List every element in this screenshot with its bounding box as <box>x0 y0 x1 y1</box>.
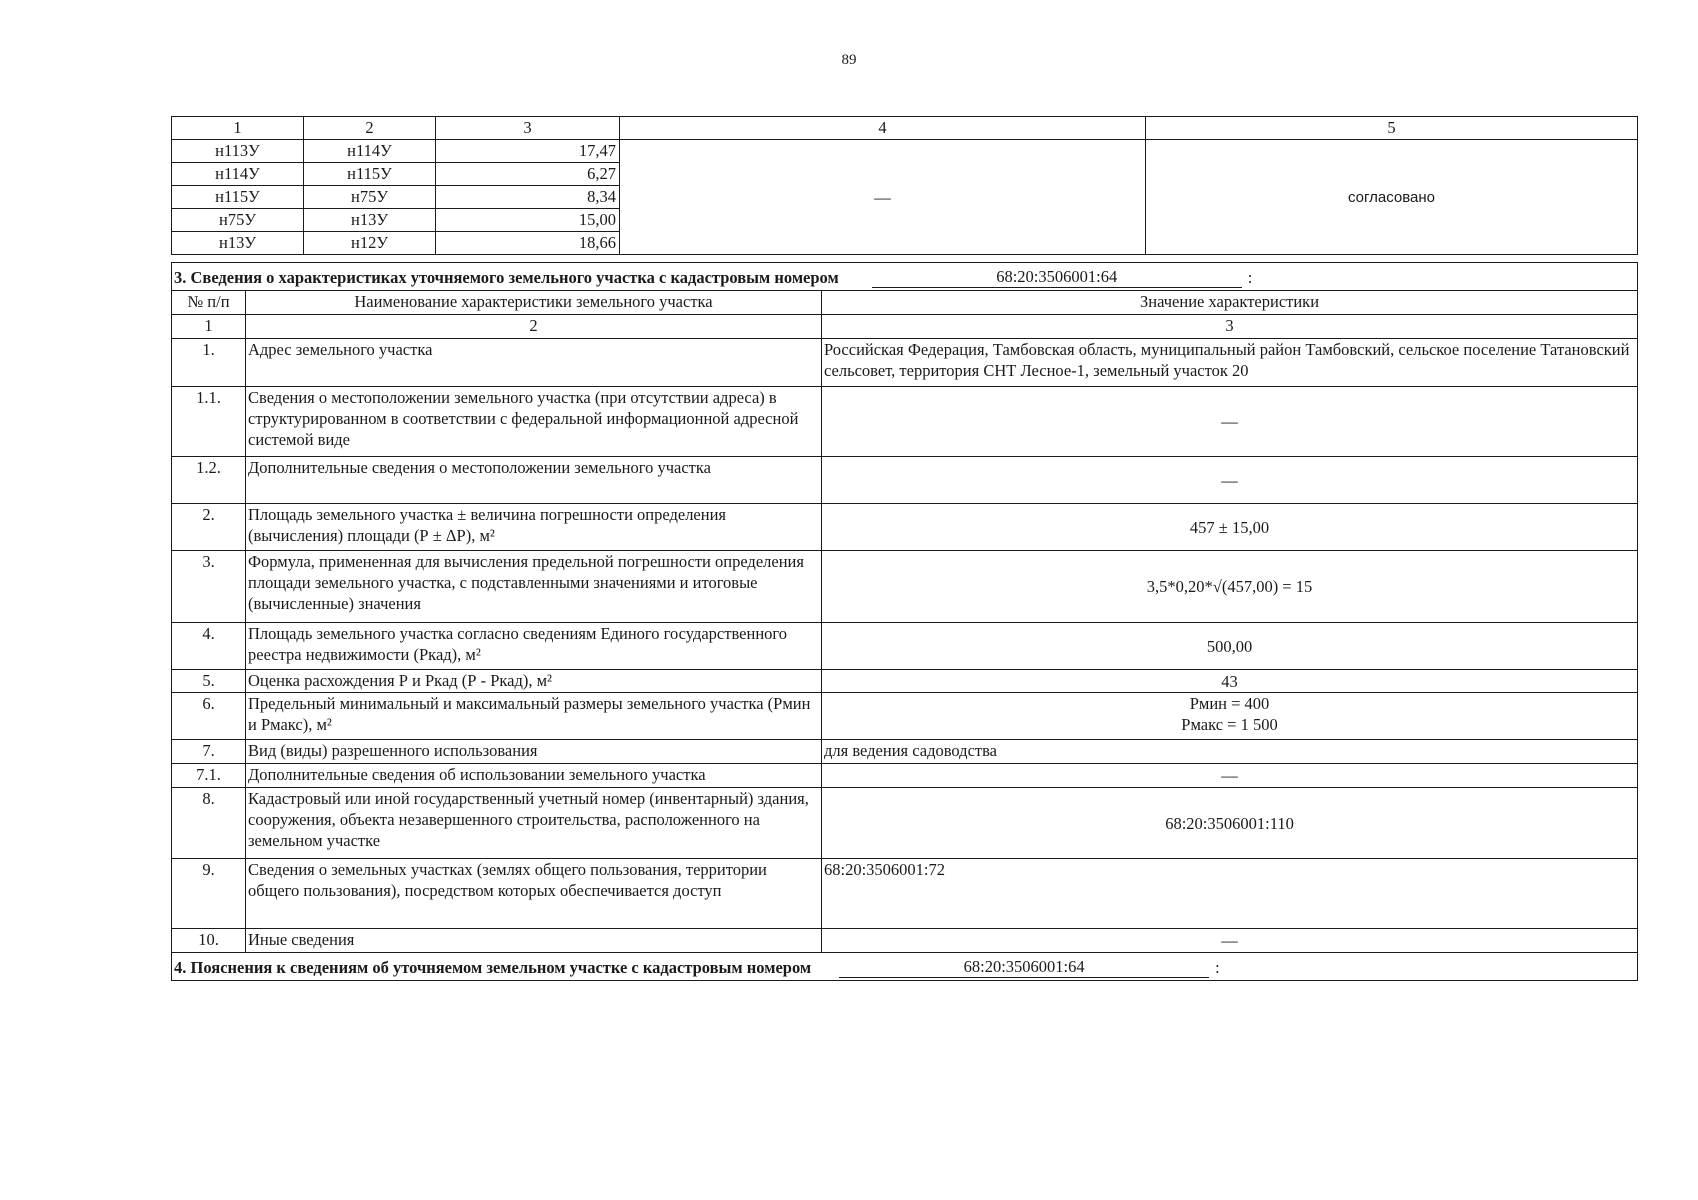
characteristic-row <box>172 551 1638 623</box>
row-name: Иные сведения <box>246 929 822 953</box>
row-value: — <box>822 457 1638 504</box>
page-number: 89 <box>841 52 857 68</box>
boundary-length: 8,34 <box>436 186 620 209</box>
row-value: — <box>822 764 1638 788</box>
row-name: Предельный минимальный и максимальный размеры земельного участка (Рмин и Рмакс), м² <box>246 693 822 740</box>
characteristic-row <box>172 670 1638 693</box>
row-number: 3. <box>172 551 246 623</box>
boundary-to: н114У <box>304 140 436 163</box>
boundary-header-cell: 1 <box>172 117 304 140</box>
row-number: 2. <box>172 504 246 551</box>
row-name: Формула, примененная для вычисления предельной погрешности определения площади земельного участка, с подставленными значениями и итоговые (вычисленные) значения <box>246 551 822 623</box>
header-num: № п/п <box>172 291 246 315</box>
characteristic-row <box>172 339 1638 387</box>
boundary-to: н75У <box>304 186 436 209</box>
row-number: 4. <box>172 623 246 670</box>
row-value: — <box>822 929 1638 953</box>
header-value: Значение характеристики <box>822 291 1638 315</box>
section3-tail: : <box>1247 267 1253 287</box>
row-name: Сведения о земельных участках (землях общего пользования, территории общего пользования), посредством которых обеспечивается доступ <box>246 859 822 929</box>
section3-colnum-row <box>172 315 1638 339</box>
characteristic-row <box>172 788 1638 859</box>
row-number: 5. <box>172 670 246 693</box>
section3-header-row <box>172 291 1638 315</box>
row-value: 3,5*0,20*√(457,00) = 15 <box>822 551 1638 623</box>
row-number: 6. <box>172 693 246 740</box>
row-value-max: Рмакс = 1 500 <box>1181 715 1278 734</box>
row-name: Оценка расхождения Р и Ркад (Р - Ркад), м² <box>246 670 822 693</box>
boundary-from: н114У <box>172 163 304 186</box>
row-value: для ведения садоводства <box>822 740 1638 764</box>
boundary-length: 17,47 <box>436 140 620 163</box>
boundary-from: н113У <box>172 140 304 163</box>
characteristic-row <box>172 764 1638 788</box>
boundary-table <box>171 116 1638 255</box>
row-value: — <box>822 387 1638 457</box>
boundary-from: н115У <box>172 186 304 209</box>
row-number: 9. <box>172 859 246 929</box>
boundary-to: н13У <box>304 209 436 232</box>
characteristic-row <box>172 929 1638 953</box>
characteristic-row <box>172 623 1638 670</box>
header-name: Наименование характеристики земельного участка <box>246 291 822 315</box>
boundary-header-cell: 4 <box>620 117 1146 140</box>
boundary-row <box>172 140 1638 163</box>
row-value: 68:20:3506001:110 <box>822 788 1638 859</box>
boundary-status: согласовано <box>1146 140 1638 255</box>
section4-tail: : <box>1215 957 1220 977</box>
row-value: 457 ± 15,00 <box>822 504 1638 551</box>
row-name: Адрес земельного участка <box>246 339 822 387</box>
boundary-col4-value: — <box>620 140 1146 255</box>
boundary-length: 18,66 <box>436 232 620 255</box>
characteristic-row <box>172 859 1638 929</box>
colnum-cell: 2 <box>246 315 822 339</box>
row-number: 7. <box>172 740 246 764</box>
row-number: 1. <box>172 339 246 387</box>
row-value: 68:20:3506001:72 <box>822 859 1638 929</box>
section3-cadastral-number: 68:20:3506001:64 <box>872 266 1242 288</box>
row-name: Сведения о местоположении земельного участка (при отсутствии адреса) в структурированном в соответствии с федеральной информационной адресной системой виде <box>246 387 822 457</box>
section4-title-row <box>172 953 1638 981</box>
section4-cadastral-number: 68:20:3506001:64 <box>839 956 1209 978</box>
section3-title: 3. Сведения о характеристиках уточняемого земельного участка с кадастровым номером <box>174 267 839 287</box>
row-number: 1.1. <box>172 387 246 457</box>
row-value: 500,00 <box>822 623 1638 670</box>
row-name: Вид (виды) разрешенного использования <box>246 740 822 764</box>
boundary-to: н115У <box>304 163 436 186</box>
row-number: 7.1. <box>172 764 246 788</box>
row-value-min: Рмин = 400 <box>1189 694 1270 713</box>
row-value: 43 <box>822 670 1638 693</box>
section4-title: 4. Пояснения к сведениям об уточняемом земельном участке с кадастровым номером <box>174 957 812 977</box>
boundary-length: 6,27 <box>436 163 620 186</box>
characteristic-row <box>172 457 1638 504</box>
boundary-length: 15,00 <box>436 209 620 232</box>
row-name: Площадь земельного участка согласно сведениям Единого государственного реестра недвижимости (Ркад), м² <box>246 623 822 670</box>
boundary-to: н12У <box>304 232 436 255</box>
colnum-cell: 1 <box>172 315 246 339</box>
characteristic-row <box>172 504 1638 551</box>
boundary-header-cell: 5 <box>1146 117 1638 140</box>
row-number: 10. <box>172 929 246 953</box>
colnum-cell: 3 <box>822 315 1638 339</box>
boundary-from: н13У <box>172 232 304 255</box>
boundary-from: н75У <box>172 209 304 232</box>
row-value: Российская Федерация, Тамбовская область, муниципальный район Тамбовский, сельское поселение Татановский сельсовет, территория СНТ Лесное-1, земельный участок 20 <box>822 339 1638 387</box>
row-number: 8. <box>172 788 246 859</box>
row-value <box>822 693 1638 740</box>
row-name: Кадастровый или иной государственный учетный номер (инвентарный) здания, сооружения, объекта незавершенного строительства, расположенного на земельном участке <box>246 788 822 859</box>
characteristic-row <box>172 387 1638 457</box>
row-number: 1.2. <box>172 457 246 504</box>
boundary-header-row <box>172 117 1638 140</box>
boundary-header-cell: 3 <box>436 117 620 140</box>
characteristic-row <box>172 693 1638 740</box>
row-name: Дополнительные сведения об использовании земельного участка <box>246 764 822 788</box>
characteristic-row <box>172 740 1638 764</box>
row-name: Дополнительные сведения о местоположении земельного участка <box>246 457 822 504</box>
characteristics-table <box>171 262 1638 981</box>
row-name: Площадь земельного участка ± величина погрешности определения (вычисления) площади (Р ± ΔР), м² <box>246 504 822 551</box>
boundary-header-cell: 2 <box>304 117 436 140</box>
section3-title-row <box>172 263 1638 291</box>
